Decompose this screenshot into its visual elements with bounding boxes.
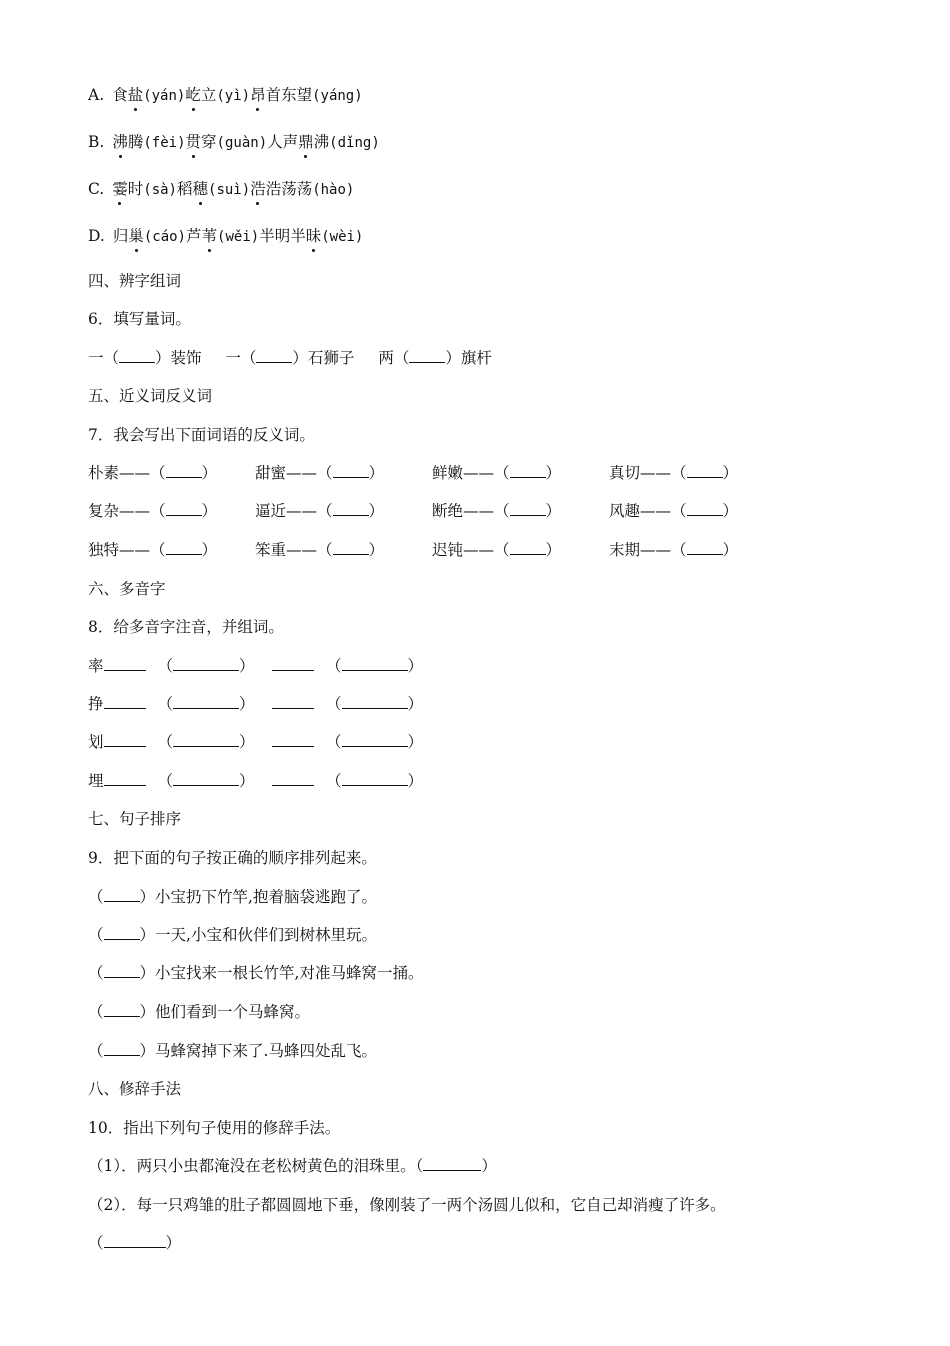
answer-blank[interactable] (104, 887, 140, 902)
question-7-prompt: 7．我会写出下面词语的反义词。 (88, 426, 315, 444)
word-text: 首东望 (265, 86, 313, 104)
bracket-open: （ (157, 772, 174, 790)
answer-blank[interactable] (409, 348, 445, 363)
dotted-character: 昂 (250, 86, 266, 104)
option-label: A. (88, 86, 105, 104)
answer-blank[interactable] (687, 501, 723, 516)
pinyin: (guàn) (216, 135, 268, 151)
bracket-close: ） (139, 1042, 156, 1060)
answer-blank[interactable] (272, 656, 314, 671)
word-text: 浩荡荡 (265, 180, 313, 198)
dotted-character: 苇 (201, 227, 218, 245)
dotted-character: 霎 (112, 180, 128, 198)
antonym-item (609, 500, 738, 522)
polyphone-item (88, 731, 255, 753)
word-text: 时 (127, 180, 144, 198)
antonym-item (88, 462, 217, 484)
bracket-open: （ (88, 1003, 104, 1021)
antonym-item (88, 539, 217, 561)
question-10-prompt: 10．指出下列句子使用的修辞手法。 (88, 1119, 341, 1137)
pinyin: (dǐng) (329, 135, 380, 151)
answer-blank[interactable] (272, 771, 314, 786)
antonym-word: 末期——（ (609, 541, 687, 559)
sentence-text: 他们看到一个马蜂窝。 (155, 1003, 311, 1021)
bracket-close: ） (407, 695, 424, 713)
bracket-close: ） (368, 464, 385, 482)
answer-blank[interactable] (510, 540, 546, 555)
pinyin: (suì) (208, 182, 251, 198)
pinyin: (yán) (143, 88, 186, 104)
antonym-word: 真切——（ (609, 464, 687, 482)
answer-blank[interactable] (510, 501, 546, 516)
bracket-close: ） (545, 464, 562, 482)
polyphone-item (272, 770, 423, 792)
dotted-character: 穗 (192, 180, 209, 198)
answer-blank[interactable] (510, 463, 546, 478)
answer-blank[interactable] (173, 771, 239, 786)
bracket-open: （ (88, 888, 104, 906)
word-text: 食 (112, 86, 128, 104)
bracket-close: ） (545, 502, 562, 520)
question-10-item-1: （1）．两只小虫都淹没在老松树黄色的泪珠里。（ ） (88, 1157, 497, 1175)
answer-blank[interactable] (166, 463, 202, 478)
antonym-word: 断绝——（ (432, 502, 510, 520)
pinyin: (wèi) (321, 229, 364, 245)
word-text: 半明半 (259, 227, 306, 245)
dotted-character: 昧 (305, 227, 322, 245)
answer-blank[interactable] (423, 1156, 481, 1171)
antonym-item (432, 462, 561, 484)
answer-blank[interactable] (687, 463, 723, 478)
option-a[interactable] (88, 84, 363, 107)
answer-blank[interactable] (104, 963, 140, 978)
bracket-close: ） (239, 695, 255, 713)
option-label: D. (88, 227, 105, 245)
polyphone-item (272, 731, 423, 753)
question-6-items: 一（ ）装饰 一（ ）石狮子 两（ ）旗杆 (88, 349, 492, 367)
polyphone-char: 率 (88, 657, 104, 675)
question-6-prompt: 6．填写量词。 (88, 310, 191, 328)
sentence-item (88, 1001, 310, 1023)
antonym-item (432, 539, 561, 561)
question-10-item-2: （2）．每一只鸡雏的肚子都圆圆地下垂，像刚装了一两个汤圆儿似和，它自己却消瘦了许多。 (88, 1196, 726, 1214)
antonym-item (255, 539, 384, 561)
sentence-text: 一天,小宝和伙伴们到树林里玩。 (155, 926, 377, 944)
polyphone-item (88, 655, 255, 677)
answer-blank[interactable] (104, 1041, 140, 1056)
sentence-item (88, 962, 423, 984)
question-10-item-2-answer: （ ） (88, 1234, 182, 1252)
bracket-close: ） (722, 502, 739, 520)
answer-blank[interactable] (173, 732, 239, 747)
bracket-close: ） (239, 772, 255, 790)
option-c[interactable] (88, 178, 354, 201)
bracket-close: ） (139, 964, 156, 982)
antonym-item (88, 500, 217, 522)
bracket-close: ） (139, 1003, 156, 1021)
bracket-close: ） (201, 464, 218, 482)
bracket-open: （ (88, 926, 104, 944)
answer-blank[interactable] (272, 732, 314, 747)
dotted-character: 鼎 (298, 133, 314, 151)
antonym-item (609, 539, 738, 561)
section-title-7: 七、句子排序 (88, 810, 182, 828)
sentence-text: 马蜂窝掉下来了.马蜂四处乱飞。 (155, 1042, 377, 1060)
bracket-open: （ (157, 733, 174, 751)
option-label: B. (88, 133, 105, 151)
word-text: 穿 (201, 133, 217, 151)
bracket-close: ） (722, 541, 739, 559)
bracket-close: ） (239, 733, 255, 751)
answer-blank[interactable] (333, 540, 369, 555)
bracket-close: ） (407, 733, 424, 751)
question-8-prompt: 8．给多音字注音，并组词。 (88, 618, 284, 636)
bracket-open: （ (157, 695, 174, 713)
bracket-close: ） (407, 657, 424, 675)
sentence-text: 小宝扔下竹竿,抱着脑袋逃跑了。 (155, 888, 377, 906)
bracket-open: （ (157, 657, 174, 675)
section-title-6: 六、多音字 (88, 580, 166, 598)
antonym-word: 迟钝——（ (432, 541, 510, 559)
answer-blank[interactable] (173, 694, 239, 709)
antonym-word: 朴素——（ (88, 464, 166, 482)
antonym-word: 甜蜜——（ (255, 464, 333, 482)
answer-blank[interactable] (104, 925, 140, 940)
sentence-item (88, 886, 377, 908)
answer-blank[interactable] (333, 463, 369, 478)
answer-blank[interactable] (342, 656, 408, 671)
polyphone-char: 挣 (88, 695, 104, 713)
section-title-8: 八、修辞手法 (88, 1080, 182, 1098)
answer-blank[interactable] (119, 348, 155, 363)
antonym-word: 笨重——（ (255, 541, 333, 559)
dotted-character: 沸 (112, 133, 128, 151)
bracket-open: （ (326, 772, 342, 790)
answer-blank[interactable] (104, 1002, 140, 1017)
antonym-word: 鲜嫩——（ (432, 464, 510, 482)
pinyin: (cáo) (143, 229, 186, 245)
bracket-close: ） (139, 926, 156, 944)
question-9-prompt: 9．把下面的句子按正确的顺序排列起来。 (88, 849, 377, 867)
bracket-close: ） (201, 502, 218, 520)
dotted-character: 巢 (128, 227, 144, 245)
antonym-item (432, 500, 561, 522)
bracket-close: ） (545, 541, 562, 559)
bracket-close: ） (368, 541, 385, 559)
answer-blank[interactable] (104, 1233, 166, 1248)
pinyin: (hào) (312, 182, 355, 198)
bracket-close: ） (201, 541, 218, 559)
answer-blank[interactable] (272, 694, 314, 709)
antonym-item (609, 462, 738, 484)
sentence-text: 小宝找来一根长竹竿,对准马蜂窝一捅。 (155, 964, 424, 982)
antonym-item (255, 500, 384, 522)
word-text: 稻 (176, 180, 193, 198)
answer-blank[interactable] (173, 656, 239, 671)
answer-blank[interactable] (342, 732, 408, 747)
sentence-item (88, 924, 377, 946)
word-text: 人声 (267, 133, 299, 151)
dotted-character: 盐 (127, 86, 144, 104)
antonym-word: 风趣——（ (609, 502, 687, 520)
answer-blank[interactable] (104, 656, 146, 671)
polyphone-item (272, 693, 423, 715)
answer-blank[interactable] (333, 501, 369, 516)
dotted-character: 浩 (250, 180, 266, 198)
bracket-open: （ (88, 1042, 104, 1060)
pinyin: (yì) (216, 88, 251, 104)
bracket-close: ） (722, 464, 739, 482)
antonym-item (255, 462, 384, 484)
word-text: 沸 (313, 133, 330, 151)
section-title-5: 五、近义词反义词 (88, 387, 213, 405)
bracket-close: ） (239, 657, 255, 675)
answer-blank[interactable] (687, 540, 723, 555)
bracket-open: （ (326, 695, 342, 713)
bracket-open: （ (326, 733, 342, 751)
option-d[interactable] (88, 225, 363, 248)
antonym-word: 独特——（ (88, 541, 166, 559)
answer-blank[interactable] (104, 732, 146, 747)
pinyin: (sà) (143, 182, 177, 198)
answer-blank[interactable] (166, 540, 202, 555)
polyphone-char: 埋 (88, 772, 104, 790)
answer-blank[interactable] (104, 771, 146, 786)
bracket-open: （ (326, 657, 342, 675)
answer-blank[interactable] (342, 694, 408, 709)
polyphone-item (88, 693, 255, 715)
pinyin: (wěi) (217, 229, 260, 245)
antonym-word: 逼近——（ (255, 502, 333, 520)
pinyin: (fèi) (143, 135, 186, 151)
answer-blank[interactable] (104, 694, 146, 709)
bracket-close: ） (407, 772, 424, 790)
bracket-open: （ (88, 964, 104, 982)
pinyin: (yáng) (312, 88, 363, 104)
option-b[interactable] (88, 131, 380, 154)
section-title-4: 四、辨字组词 (88, 272, 182, 290)
word-text: 立 (200, 86, 217, 104)
bracket-close: ） (139, 888, 156, 906)
antonym-word: 复杂——（ (88, 502, 166, 520)
answer-blank[interactable] (256, 348, 292, 363)
polyphone-item (272, 655, 423, 677)
word-text: 腾 (127, 133, 144, 151)
word-text: 芦 (186, 227, 202, 245)
polyphone-char: 划 (88, 733, 104, 751)
word-text: 归 (112, 227, 129, 245)
option-label: C. (88, 180, 105, 198)
dotted-character: 屹 (185, 86, 201, 104)
answer-blank[interactable] (342, 771, 408, 786)
bracket-close: ） (368, 502, 385, 520)
dotted-character: 贯 (185, 133, 202, 151)
polyphone-item (88, 770, 255, 792)
sentence-item (88, 1040, 377, 1062)
answer-blank[interactable] (166, 501, 202, 516)
